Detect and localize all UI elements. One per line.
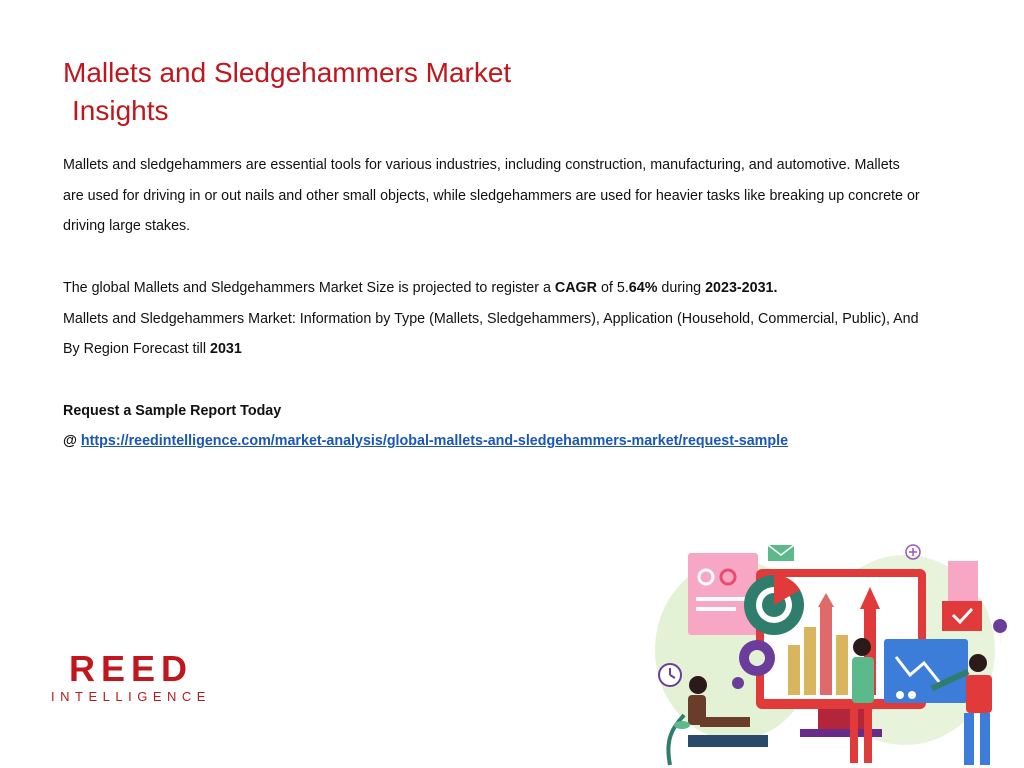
cagr-during: during [657,279,706,296]
cta-heading-text: Request a Sample Report Today [63,402,282,419]
cagr-prefix: The global Mallets and Sledgehammers Market Size is projected to register a [63,279,555,296]
document-icon [948,561,978,601]
person-pointing-icon [969,654,987,672]
bar-icon-3 [820,605,832,695]
cta-link-line [63,426,923,457]
title-line-1: Mallets and Sledgehammers Market [63,57,512,88]
cta-at: @ [63,433,81,450]
cagr-paragraph [63,273,923,304]
forecast-period: 2023-2031. [705,279,778,296]
request-sample-link[interactable]: https://reedintelligence.com/market-analysis/global-mallets-and-sledgehammers-market/request-sample [80,433,789,450]
person-sitting-icon [689,676,707,694]
reed-intelligence-logo [50,648,212,704]
forecast-end-year: 2031 [210,341,242,358]
location-pin-icon [993,619,1007,647]
cta-heading [63,396,923,427]
market-analysis-illustration [640,535,1024,768]
logo-subtitle: INTELLIGENCE [51,689,211,704]
cagr-of: of 5. [597,279,629,296]
intro-paragraph: Mallets and sledgehammers are essential tools for various industries, including construction, manufacturing, and automotive. Mallets are used for driving in or out nails and other small objects, while sledgehammers are used for heavier tasks like breaking up concrete or driving large stakes. [63,157,920,235]
title-line-2: Insights [72,95,169,126]
bar-icon-4 [836,635,848,695]
person-standing-icon [853,638,871,656]
bar-icon-1 [788,645,800,695]
cagr-label: CAGR [554,279,597,296]
cagr-value: 64% [628,279,658,296]
segment-paragraph [63,304,923,365]
logo-name: REED [68,648,194,689]
page-title [63,54,623,130]
checkmark-icon [942,601,982,631]
segment-text: Mallets and Sledgehammers Market: Information by Type (Mallets, Sledgehammers), Application (Household, Commercial, Public), And By Region Forecast till [63,310,919,358]
content-body [63,150,923,457]
bar-icon-2 [804,627,816,695]
